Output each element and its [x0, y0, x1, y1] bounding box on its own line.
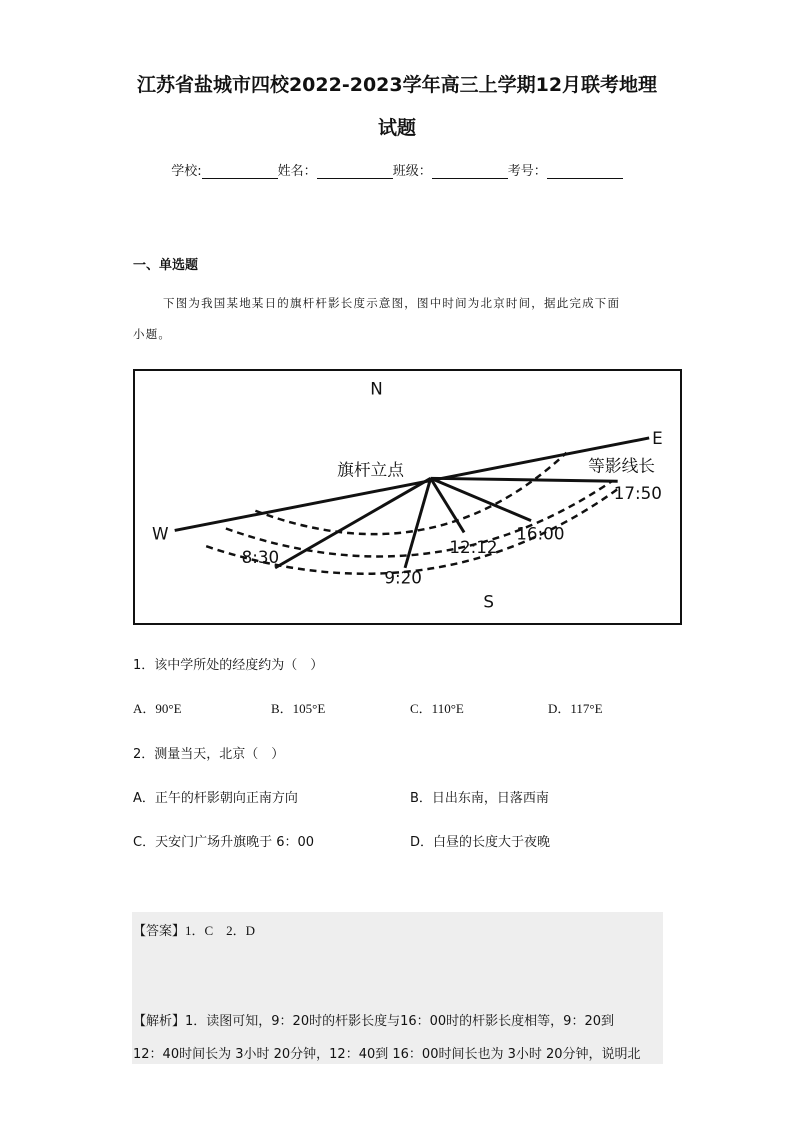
analysis-text-line1: 1．读图可知，9：20时的杆影长度与16：00时的杆影长度相等，9：20到 — [185, 1014, 614, 1029]
question-2-stem: 2．测量当天，北京（ ） — [133, 747, 285, 762]
student-info-line — [0, 160, 794, 179]
page-title: 江苏省盐城市四校2022-2023学年高三上学期12月联考地理 — [136, 74, 658, 96]
question-1-stem: 1．该中学所处的经度约为（ ） — [133, 658, 324, 673]
time-label-0830: 8:30 — [241, 546, 280, 567]
equal-shadow-label: 等影线长 — [588, 455, 656, 476]
west-label: W — [152, 523, 169, 544]
school-label: 学校: — [171, 164, 202, 179]
west-east-line — [175, 438, 649, 531]
time-label-1600: 16:00 — [516, 523, 565, 544]
analysis-line2: 12：40时间长为 3小时 20分钟，12：40到 16：00时间长也为 3小时 20分钟，说明北 — [133, 1047, 641, 1062]
number-blank[interactable] — [547, 164, 623, 179]
time-label-1212: 12:12 — [449, 537, 498, 558]
south-label: S — [483, 591, 495, 612]
class-label: 班级： — [392, 164, 432, 179]
page-title-line2: 试题 — [377, 117, 416, 139]
question-2-option-c[interactable]: C．天安门广场升旗晚于 6：00 — [133, 835, 315, 850]
school-blank[interactable] — [202, 164, 278, 179]
time-label-1750: 17:50 — [613, 482, 662, 503]
pole-label: 旗杆立点 — [337, 459, 405, 480]
question-2-option-b[interactable]: B．日出东南，日落西南 — [410, 791, 549, 806]
question-1-option-c[interactable]: C．110°E — [410, 701, 464, 716]
question-1-option-b[interactable]: B．105°E — [271, 701, 326, 716]
answer-label: 【答案】 — [133, 924, 186, 939]
section-heading: 一、单选题 — [133, 258, 199, 273]
shadow-line-1600 — [431, 478, 531, 520]
intro-line1: 下图为我国某地某日的旗杆杆影长度示意图，图中时间为北京时间，据此完成下面 — [163, 296, 621, 310]
question-2-option-a[interactable]: A．正午的杆影朝向正南方向 — [133, 791, 298, 806]
question-1-option-d[interactable]: D．117°E — [548, 701, 603, 716]
question-1-option-a[interactable]: A．90°E — [133, 701, 182, 716]
analysis-label: 【解析】 — [133, 1014, 186, 1029]
answer-text: 1．C 2．D — [185, 923, 256, 938]
name-label: 姓名： — [277, 164, 317, 179]
answer-line — [133, 920, 255, 939]
class-blank[interactable] — [432, 164, 508, 179]
name-blank[interactable] — [317, 164, 393, 179]
north-label: N — [370, 378, 383, 399]
east-label: E — [652, 427, 663, 448]
equal-shadow-arc-inner — [255, 453, 566, 534]
question-2-option-d[interactable]: D．白昼的长度大于夜晚 — [410, 835, 551, 850]
shadow-diagram — [133, 369, 682, 625]
intro-line2: 小题。 — [133, 327, 172, 341]
number-label: 考号： — [507, 164, 547, 179]
shadow-line-1750 — [431, 478, 618, 481]
analysis-line1 — [133, 1010, 614, 1029]
time-label-0920: 9:20 — [384, 567, 422, 588]
shadow-diagram-svg — [135, 371, 680, 623]
